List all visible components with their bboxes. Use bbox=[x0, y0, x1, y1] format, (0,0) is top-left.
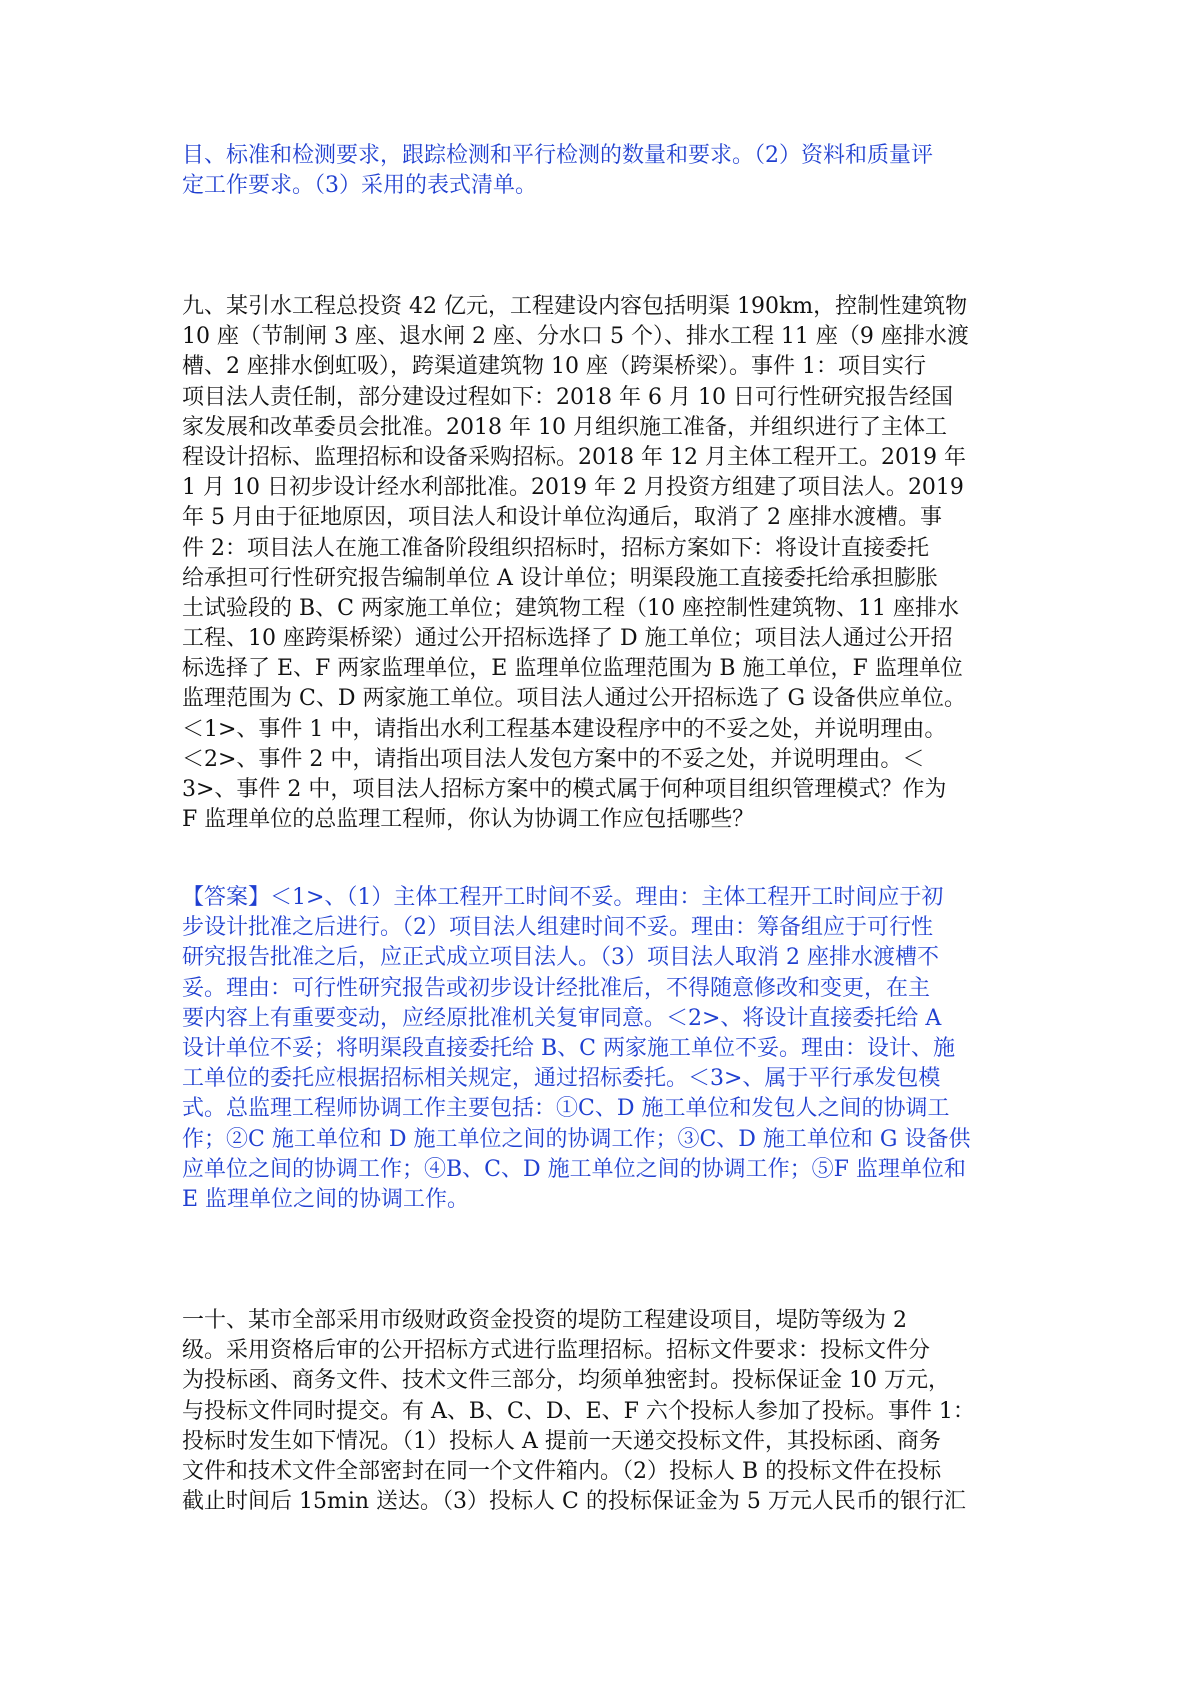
text-line: ＜2>、事件 2 中，请指出项目法人发包方案中的不妥之处，并说明理由。＜ bbox=[182, 746, 925, 772]
text-line: 目、标准和检测要求，跟踪检测和平行检测的数量和要求。（2）资料和质量评 bbox=[182, 143, 933, 168]
text-line: 给承担可行性研究报告编制单位 A 设计单位；明渠段施工直接委托给承担膨胀 bbox=[182, 565, 938, 591]
text-line: 监理范围为 C、D 两家施工单位。项目法人通过公开招标选了 G 设备供应单位。 bbox=[182, 686, 967, 712]
question-10 bbox=[182, 1306, 1014, 1517]
text-line: 设计单位不妥；将明渠段直接委托给 B、C 两家施工单位不妥。理由：设计、施 bbox=[182, 1035, 955, 1061]
text-line: 工程、10 座跨渠桥梁）通过公开招标选择了 D 施工单位；项目法人通过公开招 bbox=[182, 626, 953, 652]
text-line: 作；②C 施工单位和 D 施工单位之间的协调工作；③C、D 施工单位和 G 设备供 bbox=[182, 1126, 971, 1152]
text-line: 与投标文件同时提交。有 A、B、C、D、E、F 六个投标人参加了投标。事件 1： bbox=[182, 1398, 975, 1424]
text-line: 年 5 月由于征地原因，项目法人和设计单位沟通后，取消了 2 座排水渡槽。事 bbox=[182, 505, 942, 531]
text-line: E 监理单位之间的协调工作。 bbox=[182, 1186, 470, 1212]
question-9 bbox=[182, 292, 1014, 835]
text-line: 件 2：项目法人在施工准备阶段组织招标时，招标方案如下：将设计直接委托 bbox=[182, 535, 929, 561]
text-line: 文件和技术文件全部密封在同一个文件箱内。（2）投标人 B 的投标文件在投标 bbox=[182, 1458, 942, 1484]
text-line: 标选择了 E、F 两家监理单位，E 监理单位监理范围为 B 施工单位，F 监理单位 bbox=[182, 656, 963, 682]
text-line: 3>、事件 2 中，项目法人招标方案中的模式属于何种项目组织管理模式？作为 bbox=[182, 777, 947, 802]
text-line: 程设计招标、监理招标和设备采购招标。2018 年 12 月主体工程开工。2019 年 bbox=[182, 444, 966, 470]
text-line: 工单位的委托应根据招标相关规定，通过招标委托。＜3>、属于平行承发包模 bbox=[182, 1066, 941, 1092]
text-line: 定工作要求。（3）采用的表式清单。 bbox=[182, 173, 537, 199]
text-line: F 监理单位的总监理工程师，你认为协调工作应包括哪些？ bbox=[182, 807, 755, 833]
text-line: 级。采用资格后审的公开招标方式进行监理招标。招标文件要求：投标文件分 bbox=[182, 1338, 931, 1364]
text-line: 截止时间后 15min 送达。（3）投标人 C 的投标保证金为 5 万元人民币的银行汇 bbox=[182, 1489, 966, 1515]
text-line: 投标时发生如下情况。（1）投标人 A 提前一天递交投标文件，其投标函、商务 bbox=[182, 1428, 941, 1454]
text-line: ＜1>、事件 1 中，请指出水利工程基本建设程序中的不妥之处，并说明理由。 bbox=[182, 716, 947, 742]
text-line: 妥。理由：可行性研究报告或初步设计经批准后，不得随意修改和变更，在主 bbox=[182, 975, 931, 1001]
text-line: 一十、某市全部采用市级财政资金投资的堤防工程建设项目，堤防等级为 2 bbox=[182, 1308, 907, 1333]
text-line: 家发展和改革委员会批准。2018 年 10 月组织施工准备，并组织进行了主体工 bbox=[182, 414, 947, 440]
text-line: 步设计批准之后进行。（2）项目法人组建时间不妥。理由：筹备组应于可行性 bbox=[182, 915, 933, 941]
previous-answer-continuation bbox=[182, 141, 1014, 201]
text-line: 1 月 10 日初步设计经水利部批准。2019 年 2 月投资方组建了项目法人。2019 bbox=[182, 475, 964, 501]
text-line: 10 座（节制闸 3 座、退水闸 2 座、分水口 5 个）、排水工程 11 座（9 座排水渡 bbox=[182, 324, 969, 350]
text-line: 【答案】＜1>、（1）主体工程开工时间不妥。理由：主体工程开工时间应于初 bbox=[182, 885, 944, 910]
text-line: 槽、2 座排水倒虹吸），跨渠道建筑物 10 座（跨渠桥梁）。事件 1：项目实行 bbox=[182, 354, 926, 380]
text-line: 要内容上有重要变动，应经原批准机关复审同意。＜2>、将设计直接委托给 A bbox=[182, 1005, 942, 1031]
text-line: 土试验段的 B、C 两家施工单位；建筑物工程（10 座控制性建筑物、11 座排水 bbox=[182, 595, 959, 621]
text-line: 式。总监理工程师协调工作主要包括：①C、D 施工单位和发包人之间的协调工 bbox=[182, 1096, 950, 1122]
text-line: 研究报告批准之后，应正式成立项目法人。（3）项目法人取消 2 座排水渡槽不 bbox=[182, 945, 939, 971]
text-line: 项目法人责任制，部分建设过程如下：2018 年 6 月 10 日可行性研究报告经国 bbox=[182, 384, 953, 410]
text-line: 九、某引水工程总投资 42 亿元，工程建设内容包括明渠 190km，控制性建筑物 bbox=[182, 294, 968, 319]
text-line: 为投标函、商务文件、技术文件三部分，均须单独密封。投标保证金 10 万元， bbox=[182, 1368, 950, 1394]
answer-9 bbox=[182, 883, 1014, 1215]
text-line: 应单位之间的协调工作；④B、C、D 施工单位之间的协调工作；⑤F 监理单位和 bbox=[182, 1156, 966, 1182]
